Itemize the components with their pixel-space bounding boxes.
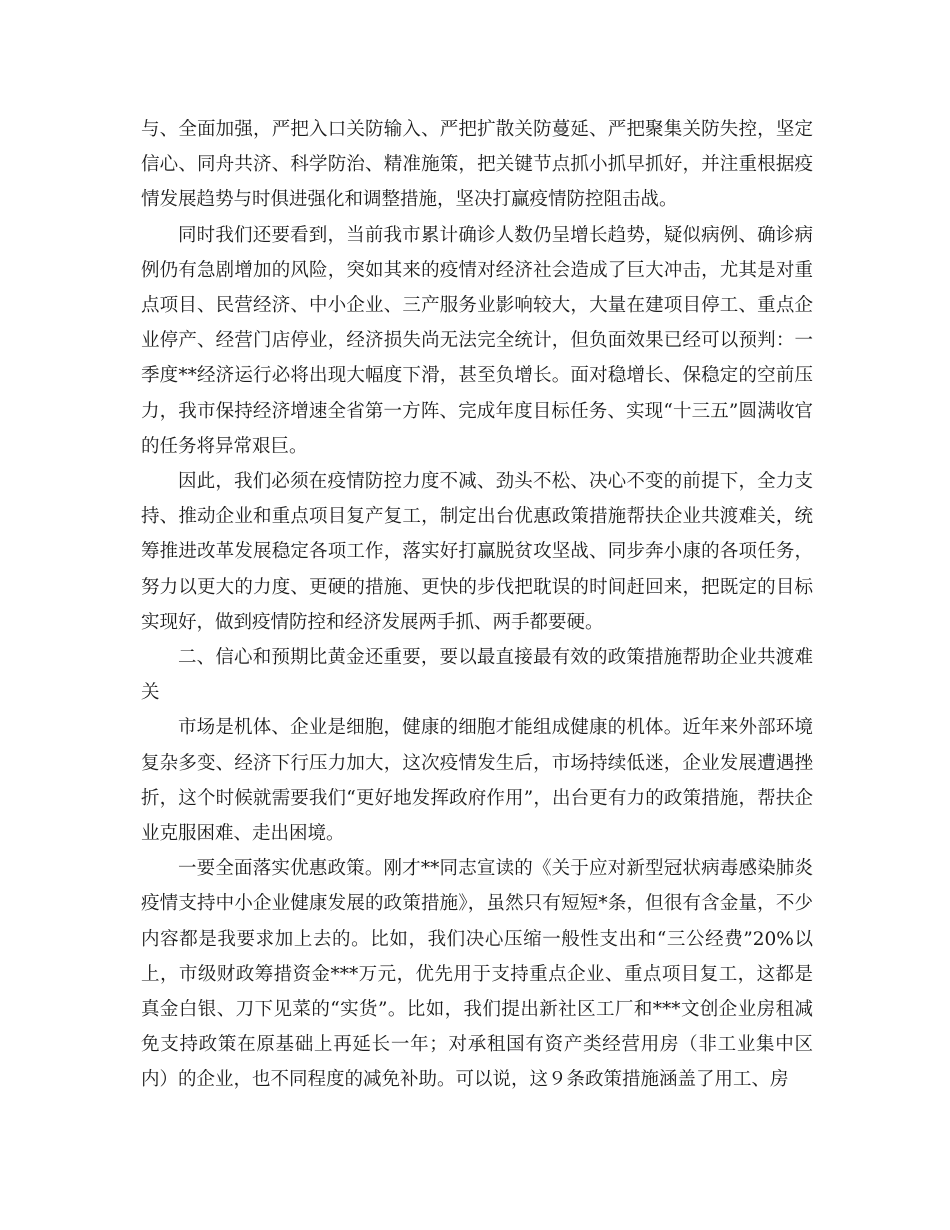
paragraph-policies: 一要全面落实优惠政策。刚才**同志宣读的《关于应对新型冠状病毒感染肺炎疫情支持中小企业健康发展的政策措施》，虽然只有短短*条，但很有含金量，不少内容都是我要求加上去的。比如，我们决心压缩一般性支出和“三公经费”20%以上，市级财政筹措资金***万元，优先用于支持重点企业、重点项目复工，这都是真金白银、刀下见菜的“实货”。比如，我们提出新社区工厂和***文创企业房租减免支持政策在原基础上再延长一年；对承租国有资产类经营用房（非工业集中区内）的企业，也不同程度的减免补助。可以说，这９条政策措施涵盖了用工、房 (141, 858, 813, 1091)
paragraph-continuation: 与、全面加强，严把入口关防输入、严把扩散关防蔓延、严把聚集关防失控，坚定信心、同舟共济、科学防治、精准施策，把关键节点抓小抓早抓好，并注重根据疫情发展趋势与时俱进强化和调整措施，坚决打赢疫情防控阻击战。 (141, 119, 813, 211)
section-heading-2: 二、信心和预期比黄金还重要，要以最直接最有效的政策措施帮助企业共渡难关 (141, 647, 813, 704)
document-page (141, 112, 813, 1098)
paragraph-economic-impact: 同时我们还要看到，当前我市累计确诊人数仍呈增长趋势，疑似病例、确诊病例仍有急剧增加的风险，突如其来的疫情对经济社会造成了巨大冲击，尤其是对重点项目、民营经济、中小企业、三产服务业影响较大，大量在建项目停工、重点企业停产、经营门店停业，经济损失尚无法完全统计，但负面效果已经可以预判：一季度**经济运行必将出现大幅度下滑，甚至负增长。面对稳增长、保稳定的空前压力，我市保持经济增速全省第一方阵、完成年度目标任务、实现“十三五”圆满收官的任务将异常艰巨。 (141, 224, 813, 457)
paragraph-therefore: 因此，我们必须在疫情防控力度不减、劲头不松、决心不变的前提下，全力支持、推动企业和重点项目复产复工，制定出台优惠政策措施帮扶企业共渡难关，统筹推进改革发展稳定各项工作，落实好打赢脱贫攻坚战、同步奔小康的各项任务，努力以更大的力度、更硬的措施、更快的步伐把耽误的时间赶回来，把既定的目标实现好，做到疫情防控和经济发展两手抓、两手都要硬。 (141, 471, 813, 633)
paragraph-market: 市场是机体、企业是细胞，健康的细胞才能组成健康的机体。近年来外部环境复杂多变、经济下行压力加大，这次疫情发生后，市场持续低迷，企业发展遭遇挫折，这个时候就需要我们“更好地发挥政府作用”，出台更有力的政策措施，帮扶企业克服困难、走出困境。 (141, 717, 813, 845)
